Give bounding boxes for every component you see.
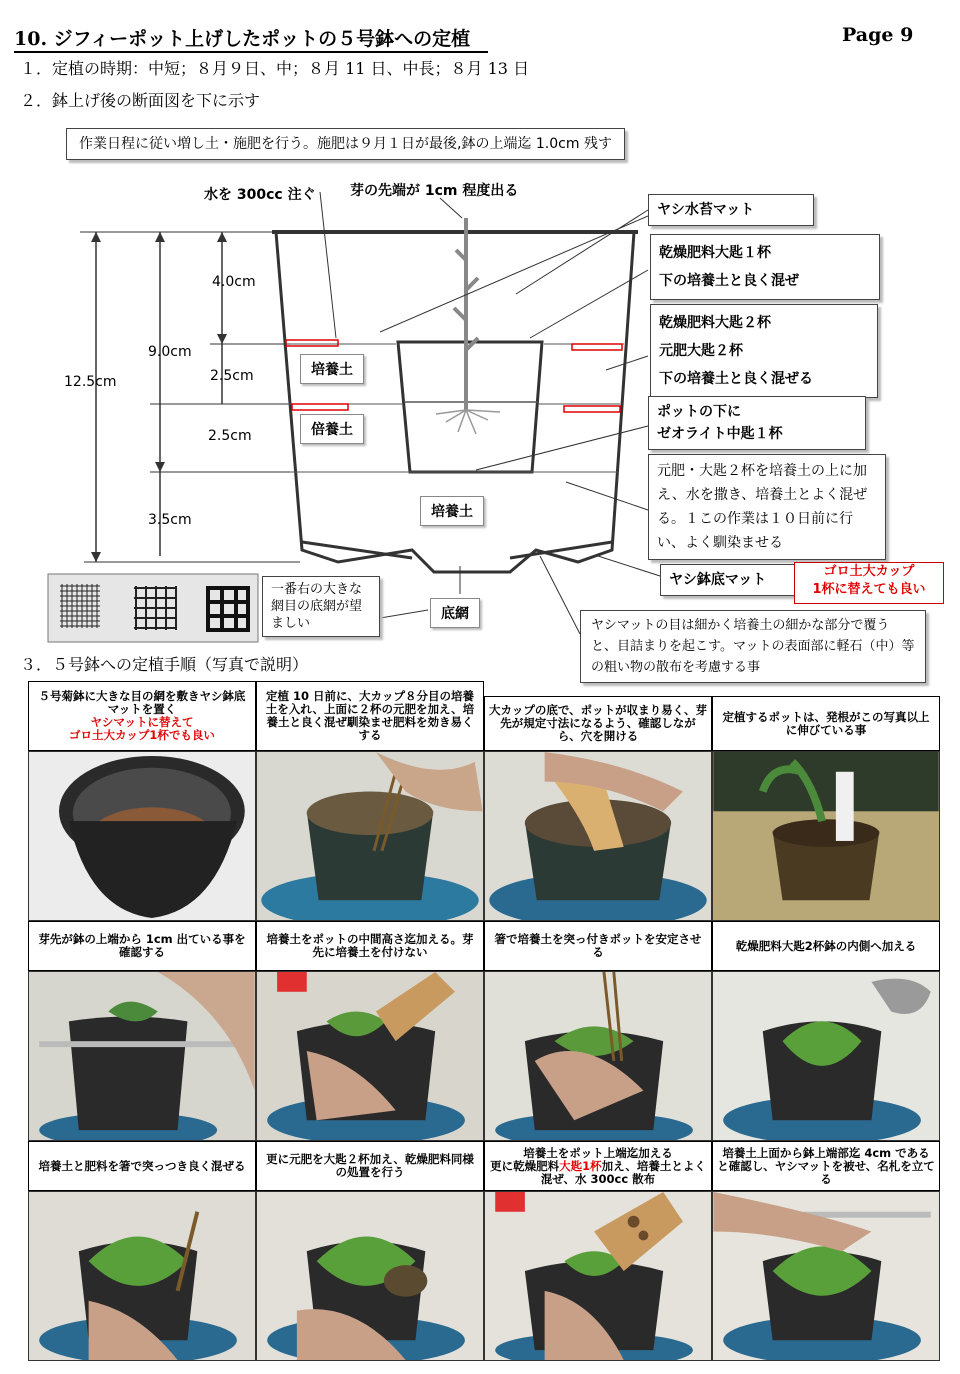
photo-step-6 — [256, 971, 484, 1141]
dim-12-5cm: 12.5cm — [64, 374, 117, 390]
dim-2-5cm-b: 2.5cm — [208, 428, 252, 444]
caption-step-3: 大カップの底で、ポットが収まり易く、芽先が規定寸法になるよう、確認しながら、穴を開ける — [484, 696, 712, 751]
caption-step-7: 箸で培養土を突っ付きポットを安定させる — [484, 921, 712, 971]
photo-step-2 — [256, 751, 484, 921]
photo-step-1 — [28, 751, 256, 921]
caption-step-5: 芽先が鉢の上端から 1cm 出ている事を確認する — [28, 921, 256, 971]
caption-step-2: 定植 10 日前に、大カップ８分目の培養土を入れ、上面に２杯の元肥を加え、培養土と良く混ぜ馴染ませ肥料を効き易くする — [256, 681, 484, 751]
schedule-note: 作業日程に従い増し土・施肥を行う。施肥は９月１日が最後,鉢の上端迄 1.0cm 残す — [66, 128, 625, 160]
dim-4cm: 4.0cm — [212, 274, 256, 290]
photo-step-9 — [28, 1191, 256, 1361]
photo-step-12 — [712, 1191, 940, 1361]
note-mesh: 一番右の大きな網目の底網が望ましい — [262, 576, 380, 637]
note-fert1-line1: 乾燥肥料大匙１杯 — [659, 245, 771, 261]
note-bottom-mat: ヤシ鉢底マット — [660, 564, 804, 596]
note-pot-line1: ポットの下に — [657, 404, 741, 420]
caption-step-11-part1: 更に乾燥肥料 — [490, 1158, 560, 1173]
bud-label: 芽の先端が 1cm 程度出る — [350, 183, 519, 199]
caption-step-1-red2: ゴロ土大カップ1杯でも良い — [69, 728, 215, 742]
page-title: 10. ジフィーポット上げしたポットの５号鉢への定植 — [14, 24, 488, 53]
caption-step-8: 乾燥肥料大匙2杯鉢の内側へ加える — [712, 921, 940, 971]
note-alternative-line1: ゴロ土大カップ — [823, 564, 915, 579]
net-label: 底網 — [430, 598, 480, 628]
soil-label-upper: 培養土 — [300, 354, 364, 384]
caption-step-9: 培養土と肥料を箸で突っつき良く混ぜる — [28, 1141, 256, 1191]
photo-step-4 — [712, 751, 940, 921]
photo-step-8 — [712, 971, 940, 1141]
section-3-text: ３．５号鉢への定植手順（写真で説明） — [20, 655, 309, 674]
photo-step-5 — [28, 971, 256, 1141]
note-fert2-line3: 下の培養土と良く混ぜる — [659, 371, 813, 387]
caption-step-11-line2 — [489, 1160, 707, 1186]
photo-step-7 — [484, 971, 712, 1141]
dim-9cm: 9.0cm — [148, 344, 192, 360]
section-1-text: １．定植の時期：中短；８月９日、中；８月 11 日、中長；８月 13 日 — [20, 59, 530, 78]
photo-step-10 — [256, 1191, 484, 1361]
note-pot-line2: ゼオライト中匙１杯 — [657, 426, 783, 442]
water-label: 水を 300cc 注ぐ — [204, 187, 316, 203]
photo-step-11 — [484, 1191, 712, 1361]
caption-step-12: 培養土上面から鉢上端部迄 4cm であると確認し、ヤシマットを被せ、名札を立てる — [712, 1141, 940, 1191]
soil-label-lower: 培養土 — [420, 496, 484, 526]
caption-step-11-red: 大匙1杯 — [559, 1158, 602, 1173]
note-alternative-line2: 1杯に替えても良い — [812, 582, 926, 597]
caption-step-6: 培養土をポットの中間高さ迄加える。芽先に培養土を付けない — [256, 921, 484, 971]
dim-3-5cm: 3.5cm — [148, 512, 192, 528]
caption-step-4: 定植するポットは、発根がこの写真以上に伸びている事 — [712, 696, 940, 751]
caption-step-1-text: ５号菊鉢に大きな目の網を敷きヤシ鉢底マットを置く — [38, 689, 246, 716]
caption-step-11-part2: 加え、培養土とよく混ぜ、水 300cc 散布 — [540, 1158, 706, 1186]
note-instruction: 元肥・大匙２杯を培養土の上に加え、水を撒き、培養土とよく混ぜる。１この作業は１０日前に行い、よく馴染ませる — [648, 454, 886, 560]
page-number: Page 9 — [842, 24, 914, 46]
note-fert2-line2: 元肥大匙２杯 — [659, 343, 743, 359]
soil-label-middle: 倍養土 — [300, 414, 364, 444]
caption-step-1-red1: ヤシマットに替えて — [90, 715, 194, 729]
note-yashi-mat: ヤシマットの目は細かく培養土の細かな部分で覆うと、目詰まりを起こす。マットの表面部に軽石（中）等の粗い物の散布を考慮する事 — [580, 610, 926, 683]
photo-step-3 — [484, 751, 712, 921]
note-mat: ヤシ水苔マット — [648, 194, 814, 226]
note-fert2-line1: 乾燥肥料大匙２杯 — [659, 315, 771, 331]
caption-step-1 — [28, 681, 256, 751]
caption-step-11 — [484, 1141, 712, 1191]
caption-step-11-line1: 培養土をポット上端迄加える — [523, 1145, 673, 1160]
note-fert1-line2: 下の培養土と良く混ぜ — [659, 273, 799, 289]
section-2-text: ２．鉢上げ後の断面図を下に示す — [20, 91, 261, 110]
dim-2-5cm-a: 2.5cm — [210, 368, 254, 384]
caption-step-10: 更に元肥を大匙２杯加え、乾燥肥料同様の処置を行う — [256, 1141, 484, 1191]
